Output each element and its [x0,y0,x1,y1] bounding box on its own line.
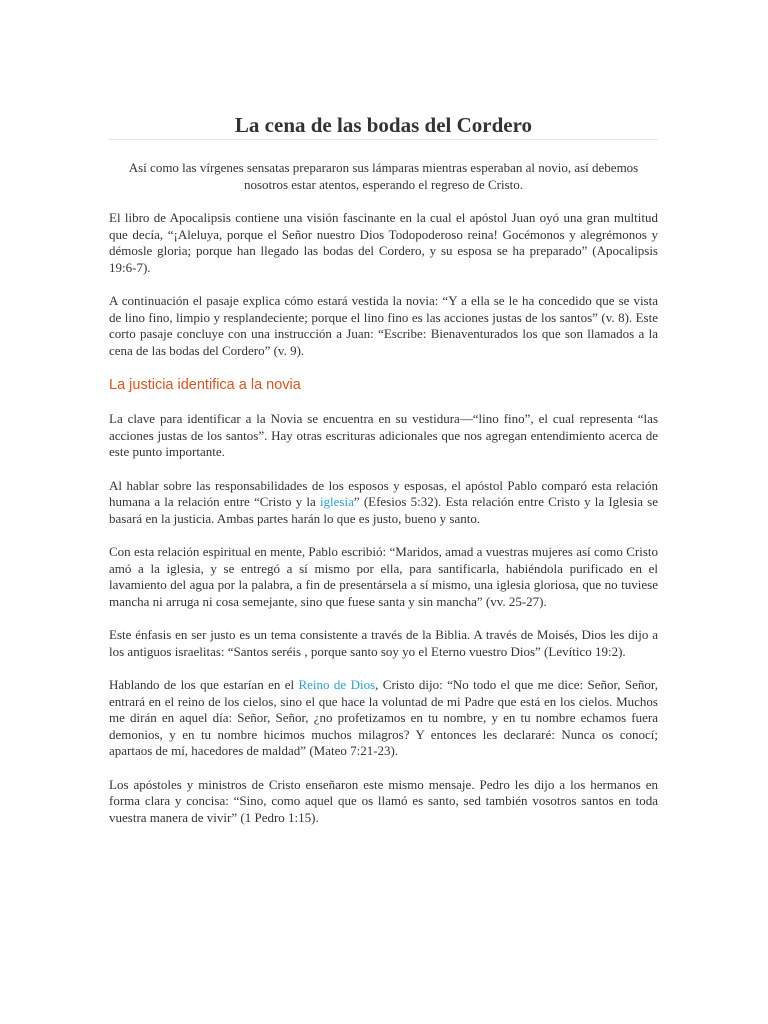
reino-de-dios-link[interactable]: Reino de Dios [298,677,376,692]
title-divider [109,139,658,140]
paragraph-6: Este énfasis en ser justo es un tema consistente a través de la Biblia. A través de Moisés, Dios les dijo a los antiguos israelitas: “Santos seréis , porque santo soy yo el Eterno vuestro Dios” (Levítico 19:2). [109,627,658,659]
paragraph-8: Los apóstoles y ministros de Cristo enseñaron este mismo mensaje. Pedro les dijo a los hermanos en forma clara y concisa: “Sino, como aquel que os llamó es santo, sed también vosotros santos en toda vuestra manera de vivir” (1 Pedro 1:15). [109,776,658,825]
paragraph-1: El libro de Apocalipsis contiene una visión fascinante en la cual el apóstol Juan oyó una gran multitud que decía, “¡Aleluya, porque el Señor nuestro Dios Todopoderoso reina! Gocémonos y alegrémonos y démosle gloria; porque han llegado las bodas del Cordero, y su esposa se ha preparado” (Apocalipsis 19:6-7). [109,210,658,275]
article [109,112,658,843]
paragraph-3: La clave para identificar a la Novia se encuentra en su vestidura—“lino fino”, el cual representa “las acciones justas de los santos”. Hay otras escrituras adicionales que nos agregan entendimiento acerca de este punto importante. [109,411,658,459]
iglesia-link[interactable]: iglesia [319,494,354,509]
section-heading: La justicia identifica a la novia [109,377,301,393]
paragraph-7 [109,677,658,760]
paragraph-7-text-after: , Cristo dijo: “No todo el que me dice: Señor, Señor, entrará en el reino de los cielos, sino el que hace la voluntad de mi Padre que está en los cielos. Muchos me dirán en aquel día: Señor, Señor, ¿no profetizamos en tu nombre, y en tu nombre echamos fuera demonios, y en tu nombre hicimos muchos milagros? Y entonces les declararé: Nunca os conocí; apartaos de mí, hacedores de maldad” (Mateo 7:21-23). [109,677,658,758]
paragraph-5: Con esta relación espiritual en mente, Pablo escribió: “Maridos, amad a vuestras mujeres así como Cristo amó a la iglesia, y se entregó a sí mismo por ella, para santificarla, habiéndola purificado en el lavamiento del agua por la palabra, a fin de presentársela a sí mismo, una iglesia gloriosa, que no tuviese mancha ni arruga ni cosa semejante, sino que fuese santa y sin mancha” (vv. 25-27). [109,544,658,609]
paragraph-7-text-before: Hablando de los que estarían en el [109,677,299,692]
paragraph-4-text-after: ” (Efesios 5:32). Esta relación entre Cristo y la Iglesia se basará en la justicia. Ambas partes harán lo que es justo, bueno y santo. [109,494,658,526]
paragraph-4 [109,478,658,528]
page-title: La cena de las bodas del Cordero [234,113,533,137]
paragraph-4-text-before: Al hablar sobre las responsabilidades de los esposos y esposas, el apóstol Pablo comparó esta relación humana a la relación entre “Cristo y la [109,477,658,509]
article-intro: Así como las vírgenes sensatas prepararon sus lámparas mientras esperaban al novio, así debemos nosotros estar atentos, esperando el regreso de Cristo. [128,160,639,192]
paragraph-2: A continuación el pasaje explica cómo estará vestida la novia: “Y a ella se le ha concedido que se vista de lino fino, limpio y resplandeciente; porque el lino fino es las acciones justas de los santos” (v. 8). Este corto pasaje concluye con una instrucción a Juan: “Escribe: Bienaventurados los que son llamados a la cena de las bodas del Cordero” (v. 9). [109,293,658,358]
